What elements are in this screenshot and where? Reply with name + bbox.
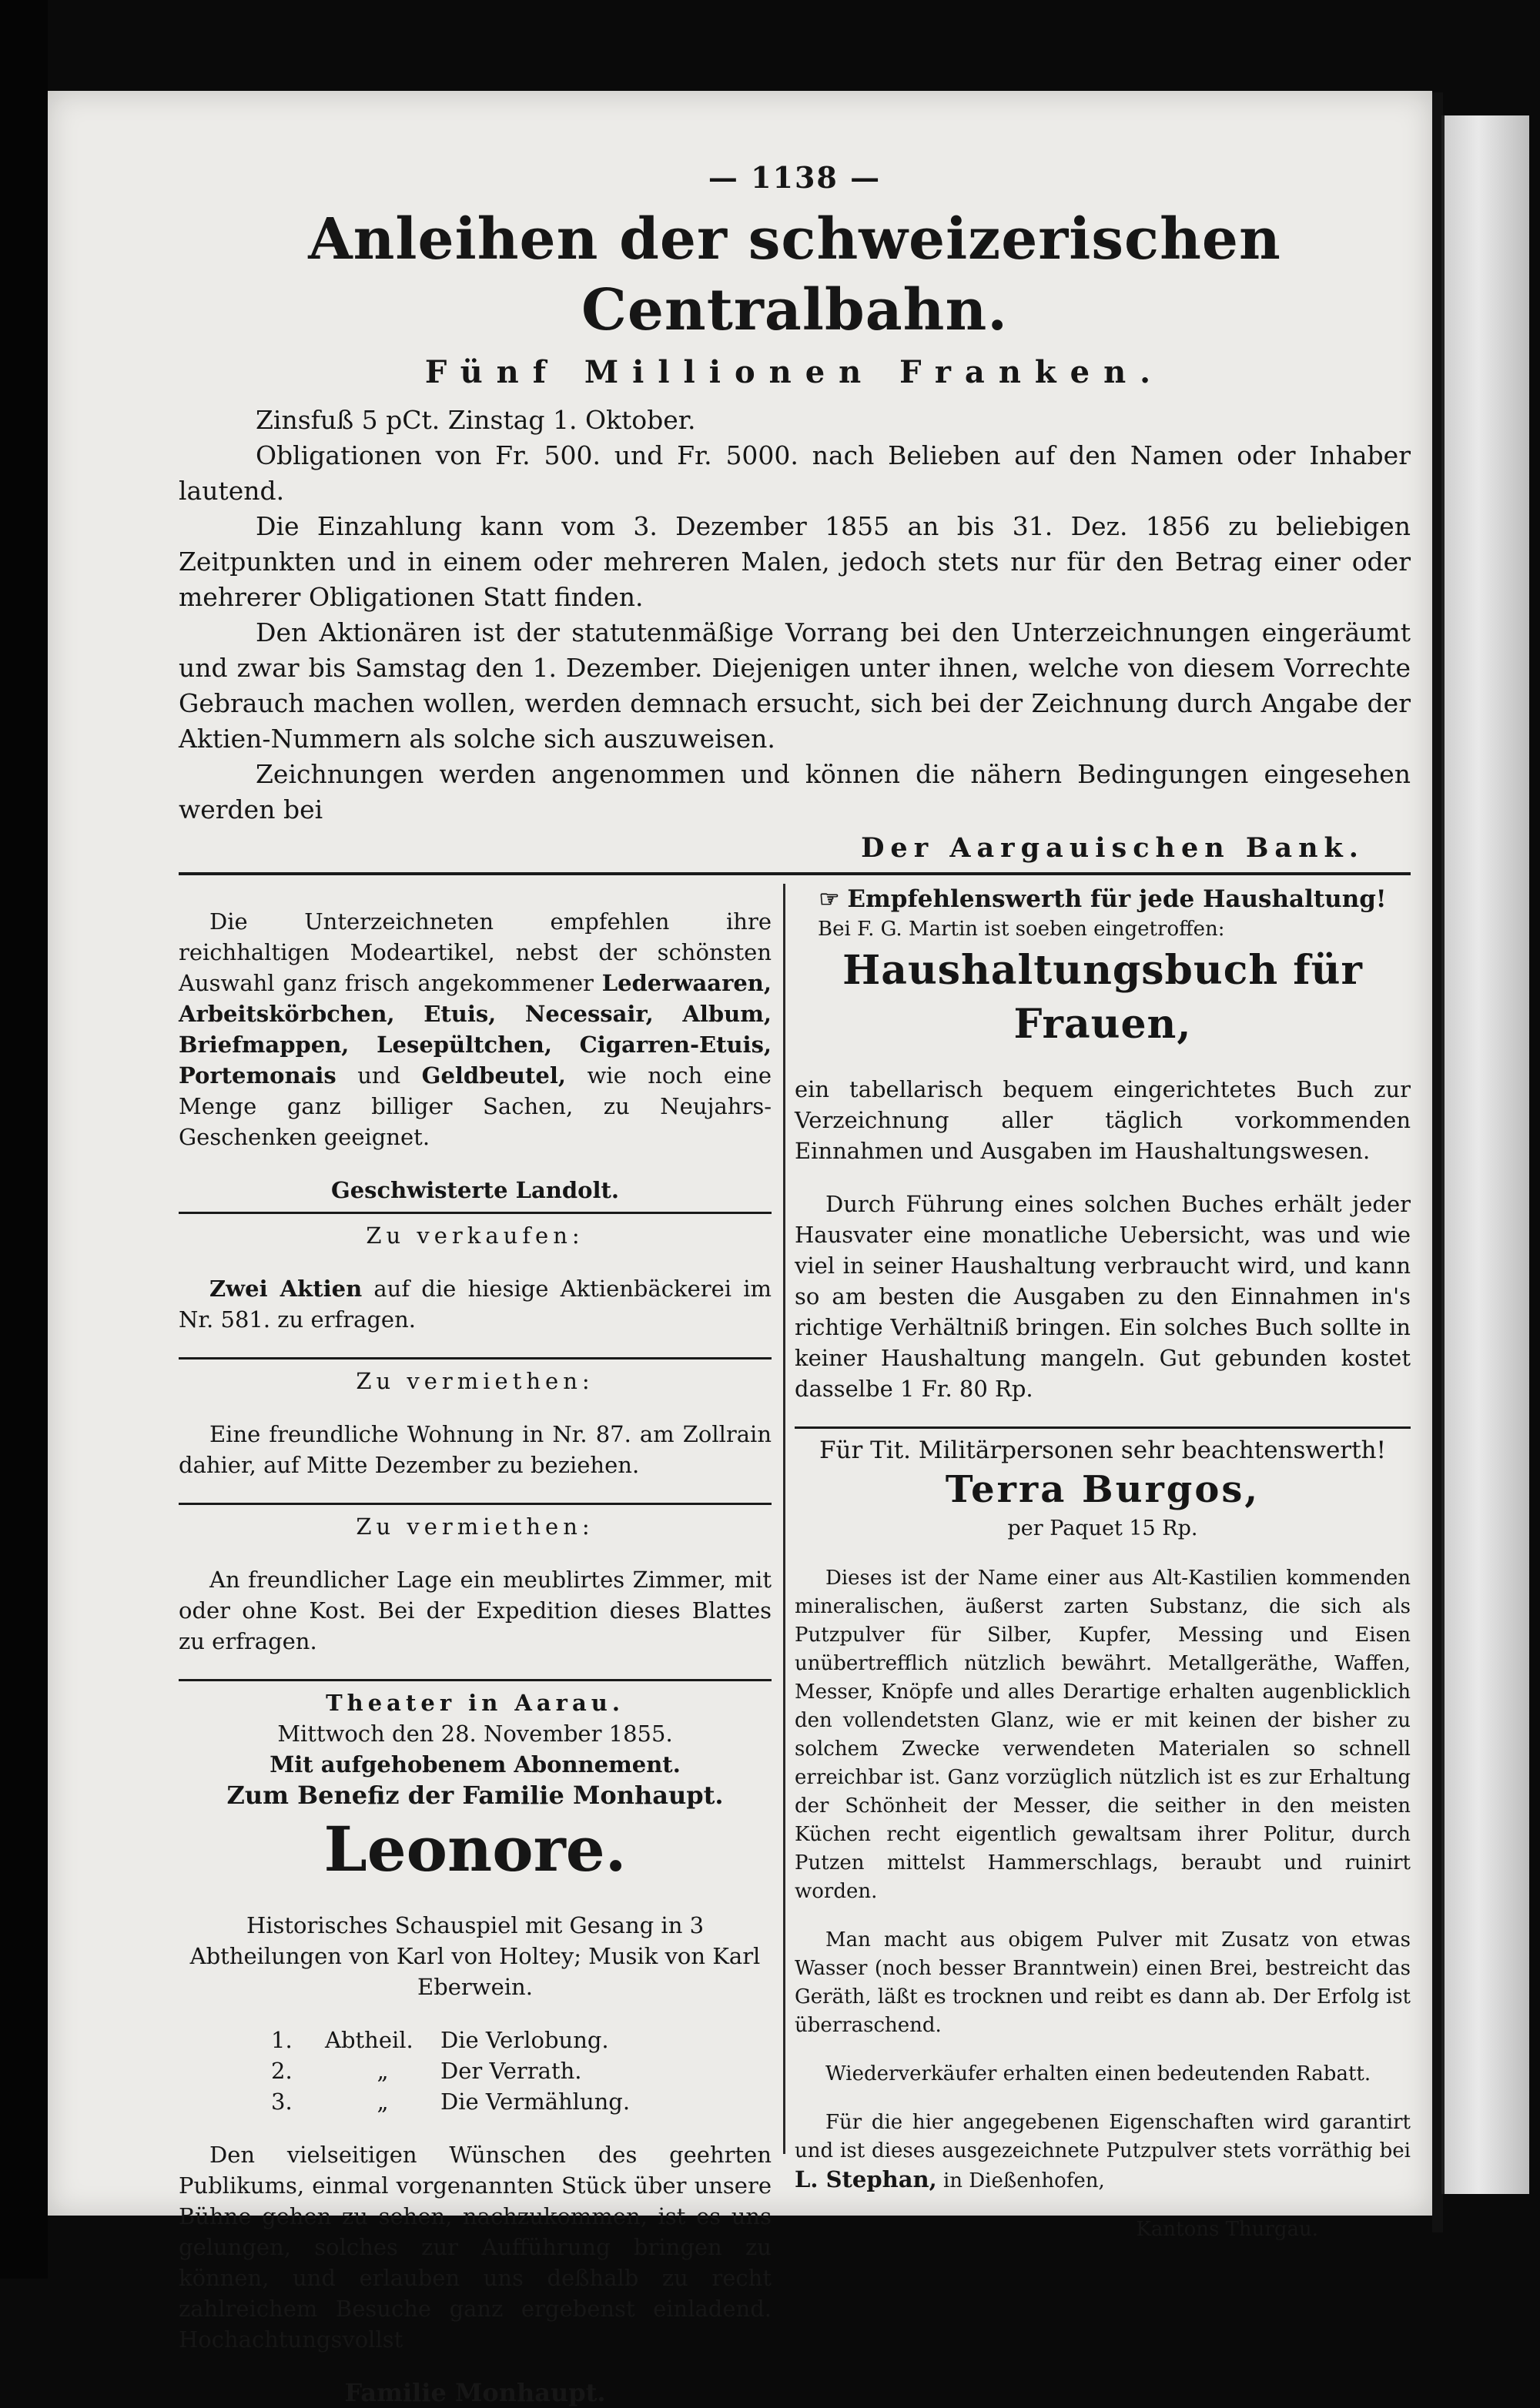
main-ad-subtitle: Fünf Millionen Franken. <box>424 354 1165 390</box>
pointing-hand-icon: ☞ <box>819 886 840 913</box>
haushalt-body: Durch Führung eines solchen Buches erhält jeder Hausvater eine monatliche Uebersicht, was und wie viel in seiner Haushaltung verbraucht wird, und kann so am besten die Ausgaben zu den Einnahmen in's richtige Verhältniß bringen. Ein solches Buch sollte in keiner Haushaltung mangeln. Gut gebunden kostet dasselbe 1 Fr. 80 Rp. <box>795 1191 1411 1402</box>
act-list <box>179 2025 772 2117</box>
haushalt-desc: ein tabellarisch bequem eingerichtetes Buch zur Verzeichnung aller täglich vorkommenden Einnahmen und Ausgaben im Haushaltungswesen. <box>795 1076 1411 1164</box>
act-row <box>271 2055 772 2086</box>
haushalt-title: Haushaltungsbuch für Frauen, <box>842 947 1363 1048</box>
verkaufen-detail: auf die hiesige Aktienbäckerei im Nr. 581. zu erfragen. <box>179 1276 772 1333</box>
theater-ad <box>179 1687 772 2408</box>
act-name: Die Verlobung. <box>440 2027 609 2053</box>
column-divider <box>783 884 785 2154</box>
terra-seller: L. Stephan, <box>795 2166 937 2192</box>
page-number: — 1138 — <box>708 160 882 195</box>
interest-line: Zinsfuß 5 pCt. Zinstag 1. Oktober. <box>256 405 696 435</box>
left-column <box>179 884 772 2408</box>
divider <box>179 1503 772 1505</box>
vermiethen-text-2: An freundlicher Lage ein meublirtes Zimmer, mit oder ohne Kost. Bei der Expedition dieses Blattes zu erfragen. <box>179 1567 772 1654</box>
landolt-ad <box>179 906 772 1206</box>
landolt-text <box>179 906 772 1152</box>
bank-signature: Der Aargauischen Bank. <box>861 832 1364 864</box>
terra-body-2: Man macht aus obigem Pulver mit Zusatz von etwas Wasser (noch besser Branntwein) einen Brei, bestreicht das Geräth, läßt es trocknen und reibt es dann ab. Der Erfolg ist überraschend. <box>795 1928 1411 2037</box>
terra-canton: Kantons Thurgau. <box>1136 2218 1318 2241</box>
act-number: 3. <box>271 2089 293 2115</box>
haushalt-heading: Empfehlenswerth für jede Haushaltung! <box>847 885 1387 913</box>
divider <box>179 1357 772 1360</box>
landolt-goods: Lederwaaren, Arbeitskörbchen, Etuis, Necessair, Album, Briefmappen, Lesepültchen, Cigarren-Etuis, Portemonais <box>179 970 772 1089</box>
divider <box>179 1212 772 1214</box>
verkaufen-item: Zwei Aktien <box>209 1276 363 1302</box>
obligation-line: Obligationen von Fr. 500. und Fr. 5000. nach Belieben auf den Namen oder Inhaber lautend. <box>179 440 1411 506</box>
verkaufen-text <box>179 1273 772 1335</box>
subscription-paragraph: Zeichnungen werden angenommen und können die nähern Bedingungen eingesehen werden bei <box>179 759 1411 824</box>
act-label: Abtheil. <box>325 2027 413 2053</box>
shareholder-paragraph: Den Aktionären ist der statutenmäßige Vorrang bei den Unterzeichnungen eingeräumt und zwar bis Samstag den 1. Dezember. Diejenigen unter ihnen, welche von diesem Vorrechte Gebrauch machen wollen, werden demnach ersucht, sich bei der Zeichnung durch Angabe der Aktien-Nummern als solche sich auszuweisen. <box>179 617 1411 754</box>
terra-body-1: Dieses ist der Name einer aus Alt-Kastilien kommenden mineralischen, äußerst zarten Substanz, die sich als Putzpulver für Silber, Kupfer, Messing und Eisen unübertrefflich nützlich bewährt. Metallgeräthe, Waffen, Messer, Knöpfe und alles Derartige erhalten augenblicklich den vollendetsten Glanz, wie er mit keinen der bisher zu solchem Zwecke verwendeten Materialen so schnell erreichbar ist. Ganz vorzüglich nützlich ist es zur Erhaltung der Schönheit der Messer, die seither in den meisten Küchen recht eigentlich gewaltsam ihrer Politur, durch Putzen mittelst Hammerschlags, beraubt und ruinirt worden. <box>795 1567 1411 1903</box>
vermiethen-heading-1: Zu vermiethen: <box>356 1368 594 1394</box>
theater-date: Mittwoch den 28. November 1855. <box>277 1721 673 1747</box>
act-number: 1. <box>271 2027 293 2053</box>
divider <box>795 1426 1411 1429</box>
newspaper-page <box>48 91 1432 2407</box>
haushalt-ad <box>795 884 1411 1404</box>
scan-border-left <box>0 0 48 2279</box>
theater-benefiz: Zum Benefiz der Familie Monhaupt. <box>226 1781 724 1810</box>
vermiethen-heading-2: Zu vermiethen: <box>356 1513 594 1540</box>
vermiethen-ad-1 <box>179 1366 772 1480</box>
landolt-geldbeutel: Geldbeutel, <box>421 1062 566 1089</box>
right-column <box>795 884 1411 2244</box>
play-title: Leonore. <box>323 1813 627 1885</box>
landolt-signature: Geschwisterte Landolt. <box>330 1177 620 1203</box>
theater-closing: Den vielseitigen Wünschen des geehrten Publikums, einmal vorgenannten Stück über unsere Bühne gehen zu sehen, nachzukommen, ist es uns gelungen, solches zur Aufführung bringen zu können, und erlauben uns deßhalb zu recht zahlreichem Besuche ganz ergebenst einladend. Hochachtungsvollst <box>179 2142 772 2353</box>
terra-location: in Dießenhofen, <box>942 2169 1105 2192</box>
terra-body-3: Wiederverkäufer erhalten einen bedeutenden Rabatt. <box>825 2062 1371 2085</box>
payment-paragraph: Die Einzahlung kann vom 3. Dezember 1855 an bis 31. Dez. 1856 zu beliebigen Zeitpunkten und in einem oder mehreren Malen, jedoch stets nur für den Betrag einer oder mehrerer Obligationen Statt finden. <box>179 511 1411 612</box>
landolt-intro: Die Unterzeichneten empfehlen ihre reichhaltigen Modeartikel, nebst der schönsten Auswahl ganz frisch angekommener <box>179 908 772 996</box>
act-name: Der Verrath. <box>440 2058 582 2084</box>
verkaufen-ad <box>179 1220 772 1335</box>
theater-heading: Theater in Aarau. <box>326 1690 624 1716</box>
vermiethen-text-1: Eine freundliche Wohnung in Nr. 87. am Zollrain dahier, auf Mitte Dezember zu beziehen. <box>179 1421 772 1478</box>
act-number: 2. <box>271 2058 293 2084</box>
terra-note: Für Tit. Militärpersonen sehr beachtenswerth! <box>819 1436 1386 1464</box>
terra-title: Terra Burgos, <box>945 1468 1260 1511</box>
terra-body-4 <box>795 2109 1411 2196</box>
divider <box>179 1679 772 1681</box>
vermiethen-ad-2 <box>179 1511 772 1657</box>
terra-ad <box>795 1435 1411 2244</box>
act-row <box>271 2086 772 2117</box>
terra-price: per Paquet 15 Rp. <box>1007 1517 1198 1540</box>
act-row <box>271 2025 772 2055</box>
landolt-outro: wie noch eine Menge ganz billiger Sachen, zu Neujahrs-Geschenken geeignet. <box>179 1062 772 1150</box>
adjacent-page-edge <box>1441 115 1529 2194</box>
play-description: Historisches Schauspiel mit Gesang in 3 Abtheilungen von Karl von Holtey; Musik von Karl Eberwein. <box>189 1912 761 2000</box>
haushalt-intro: Bei F. G. Martin ist soeben eingetroffen: <box>818 918 1225 941</box>
main-ad-title: Anleihen der schweizerischen Centralbahn. <box>308 206 1281 343</box>
landolt-und: und <box>357 1062 401 1089</box>
terra-guarantee: Für die hier angegebenen Eigenschaften wird garantirt und ist dieses ausgezeichnete Putzpulver stets vorräthig bei <box>795 2111 1411 2162</box>
theater-abo: Mit aufgehobenem Abonnement. <box>270 1751 681 1778</box>
act-label: „ <box>377 2089 389 2115</box>
verkaufen-heading: Zu verkaufen: <box>366 1222 584 1249</box>
act-label: „ <box>377 2058 389 2084</box>
theater-signature: Familie Monhaupt. <box>344 2378 606 2407</box>
main-ad-body <box>179 403 1411 869</box>
haushalt-heading-row <box>795 884 1411 915</box>
act-name: Die Vermählung. <box>440 2089 631 2115</box>
page-content <box>179 160 1411 2407</box>
section-divider <box>179 872 1411 875</box>
